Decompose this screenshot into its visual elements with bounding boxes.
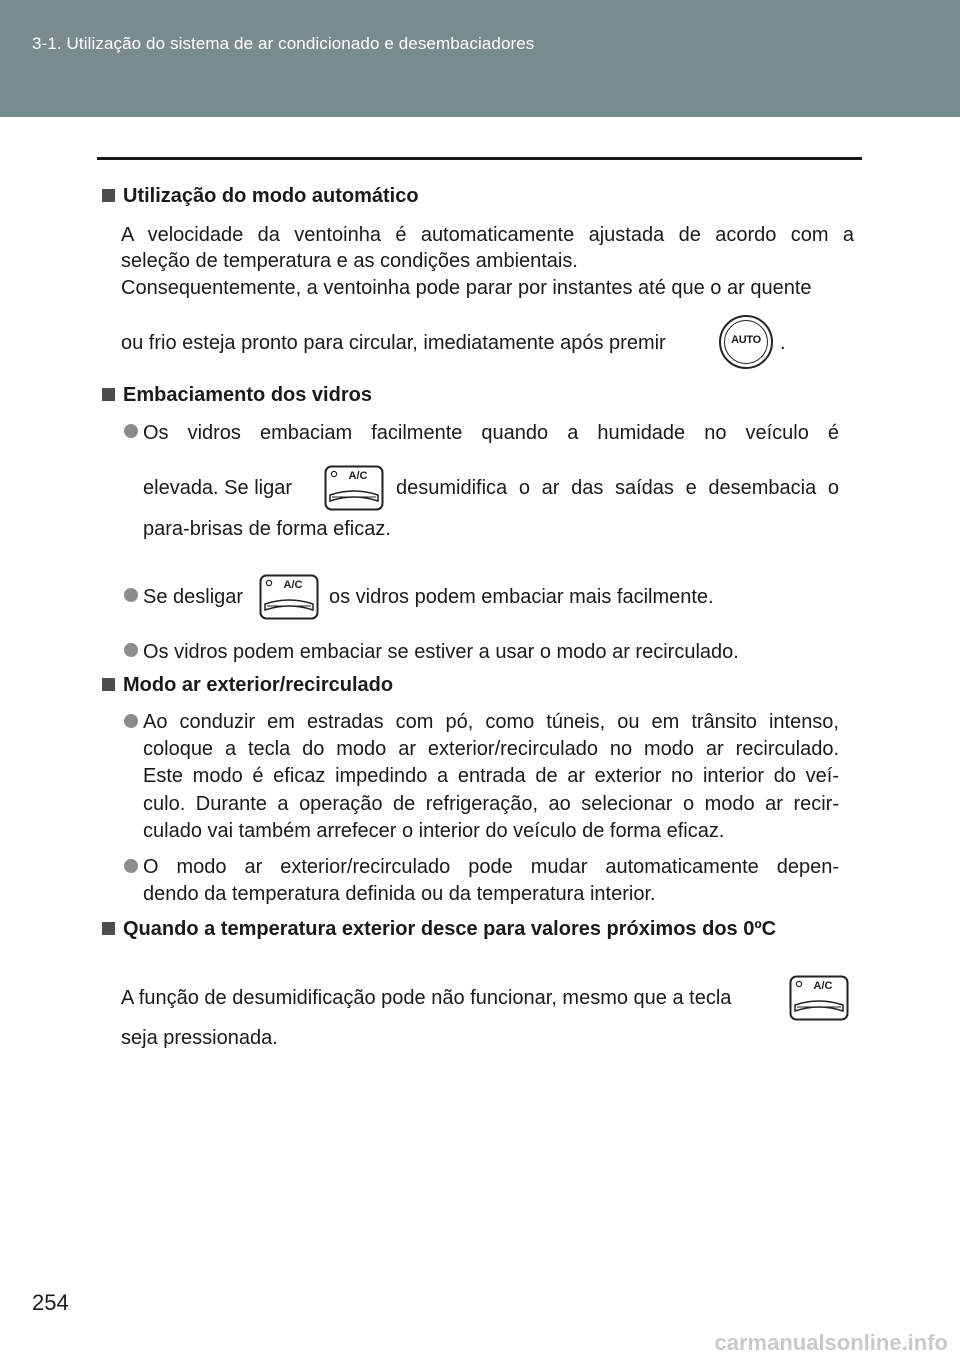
round-bullet-icon — [124, 859, 138, 873]
paragraph-line: ou frio esteja pronto para circular, imediatamente após premir — [121, 332, 666, 354]
bullet-line: O modo ar exterior/recirculado pode mudar automaticamente depen- — [143, 856, 839, 878]
paragraph-line: Consequentemente, a ventoinha pode parar por instantes até que o ar quente — [121, 277, 812, 299]
section-title-text: Utilização do modo automático — [123, 185, 419, 207]
square-bullet-icon — [102, 388, 115, 401]
page-header-band — [0, 0, 960, 117]
section-title-air-mode — [102, 674, 393, 697]
auto-button-label: AUTO — [731, 334, 761, 346]
bullet-line: para-brisas de forma eficaz. — [143, 518, 391, 540]
bullet-line: coloque a tecla do modo ar exterior/recirculado no modo ar recirculado. — [143, 738, 839, 760]
bullet-line: Os vidros podem embaciar se estiver a usar o modo ar recirculado. — [143, 641, 739, 663]
ac-button-icon — [324, 465, 384, 511]
auto-button-icon — [719, 315, 773, 369]
ac-button-label: A/C — [348, 470, 368, 482]
section-title-low-temperature — [102, 918, 776, 941]
bullet-line: Ao conduzir em estradas com pó, como túneis, ou em trânsito intenso, — [143, 711, 839, 733]
ac-button-label: A/C — [283, 579, 303, 591]
ac-button-icon — [259, 574, 319, 620]
section-title-auto-mode — [102, 185, 419, 208]
page-number: 254 — [32, 1290, 69, 1315]
round-bullet-icon — [124, 424, 138, 438]
ac-button-label: A/C — [813, 980, 833, 992]
bullet-line: Este modo é eficaz impedindo a entrada de ar exterior no interior do veí- — [143, 765, 839, 787]
square-bullet-icon — [102, 678, 115, 691]
section-title-text: Modo ar exterior/recirculado — [123, 674, 394, 696]
bullet-line: elevada. Se ligar — [143, 477, 292, 499]
paragraph-line: seleção de temperatura e as condições ambientais. — [121, 250, 578, 272]
bullet-line: Se desligar — [143, 586, 244, 608]
square-bullet-icon — [102, 189, 115, 202]
round-bullet-icon — [124, 643, 138, 657]
paragraph-line: A função de desumidificação pode não funcionar, mesmo que a tecla — [121, 987, 732, 1009]
square-bullet-icon — [102, 922, 115, 935]
bullet-line: Os vidros embaciam facilmente quando a humidade no veículo é — [143, 422, 839, 444]
round-bullet-icon — [124, 714, 138, 728]
bullet-line: dendo da temperatura definida ou da temperatura interior. — [143, 883, 656, 905]
chapter-title: 3-1. Utilização do sistema de ar condicionado e desembaciadores — [32, 34, 535, 53]
section-title-text: Quando a temperatura exterior desce para valores próximos dos 0ºC — [123, 918, 777, 940]
paragraph-line: seja pressionada. — [121, 1027, 278, 1049]
paragraph-line: . — [780, 332, 786, 354]
bullet-line: os vidros podem embaciar mais facilmente. — [329, 586, 714, 608]
bullet-line: desumidifica o ar das saídas e desembacia o — [396, 477, 839, 499]
bullet-line: culado vai também arrefecer o interior do veículo de forma eficaz. — [143, 820, 725, 842]
section-title-fogging — [102, 384, 372, 407]
watermark: carmanualsonline.info — [714, 1330, 948, 1355]
round-bullet-icon — [124, 588, 138, 602]
bullet-line: culo. Durante a operação de refrigeração, ao selecionar o modo ar recir- — [143, 793, 839, 815]
header-rule — [97, 157, 862, 160]
section-title-text: Embaciamento dos vidros — [123, 384, 372, 406]
ac-button-icon — [789, 975, 849, 1021]
paragraph-line: A velocidade da ventoinha é automaticamente ajustada de acordo com a — [121, 224, 854, 246]
